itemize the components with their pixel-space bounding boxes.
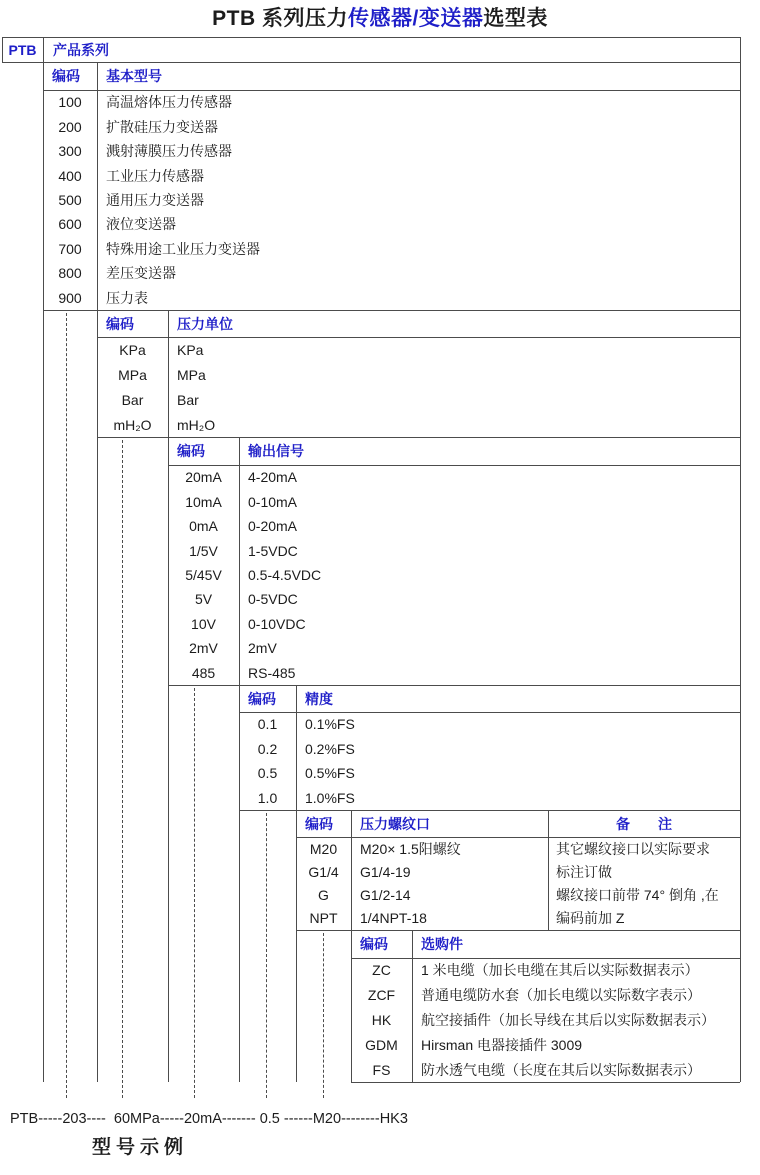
value-cell: 2mV xyxy=(248,640,277,657)
value-cell: 1-5VDC xyxy=(248,542,298,559)
code-cell: GDM xyxy=(365,1036,398,1053)
note-cell: 标注订做 xyxy=(556,863,612,880)
model-example-line: PTB-----203---- 60MPa-----20mA------- 0.5 ------M20--------HK3 xyxy=(10,1111,408,1127)
code-cell: 5/45V xyxy=(185,566,222,583)
value-cell: 工业压力传感器 xyxy=(106,167,204,184)
code-cell: 2mV xyxy=(189,640,218,657)
value-cell: 压力表 xyxy=(106,289,148,306)
code-cell: 1/5V xyxy=(189,542,218,559)
section-pressure-unit-code-header: 编码 xyxy=(106,315,134,332)
table-border-line xyxy=(351,1082,740,1083)
section-pressure-thread-note-header: 备 注 xyxy=(616,815,672,832)
code-cell: 900 xyxy=(58,289,82,306)
dashed-connector-line xyxy=(122,440,123,1098)
code-cell: MPa xyxy=(118,366,147,383)
value-cell: 0.5%FS xyxy=(305,765,355,782)
code-cell: 0mA xyxy=(189,518,218,535)
code-cell: 300 xyxy=(58,143,82,160)
value-cell: 1.0%FS xyxy=(305,789,355,806)
note-cell: 编码前加 Z xyxy=(556,910,625,927)
section-basic-model-value-header: 基本型号 xyxy=(106,68,162,84)
code-cell: 800 xyxy=(58,265,82,282)
table-border-line xyxy=(412,930,413,1082)
title-prefix: PTB 系列压力 xyxy=(212,7,348,30)
section-pressure-unit-value-header: 压力单位 xyxy=(177,315,233,332)
value-cell: 液位变送器 xyxy=(106,216,176,233)
table-border-line xyxy=(2,37,740,38)
code-cell: 500 xyxy=(58,191,82,208)
note-cell: 其它螺纹接口以实际要求 xyxy=(556,840,710,857)
value-cell: Hirsman 电器接插件 3009 xyxy=(421,1036,583,1053)
code-cell: 1.0 xyxy=(257,789,278,806)
value-cell: RS-485 xyxy=(248,664,296,681)
value-cell: G1/4-19 xyxy=(360,863,411,880)
value-cell: 1 米电缆（加长电缆在其后以实际数据表示） xyxy=(421,962,699,979)
value-cell: 0.5-4.5VDC xyxy=(248,566,322,583)
code-cell: HK xyxy=(371,1011,392,1028)
section-output-signal-value-header: 输出信号 xyxy=(248,443,304,459)
value-cell: KPa xyxy=(177,341,204,358)
code-cell: 0.1 xyxy=(257,716,278,733)
page-title xyxy=(0,2,760,32)
note-cell: 螺纹接口前带 74° 倒角 ,在 xyxy=(556,887,719,904)
code-cell: KPa xyxy=(119,341,146,358)
code-cell: G1/4 xyxy=(308,863,339,880)
value-cell: mH₂O xyxy=(177,416,216,433)
code-cell: M20 xyxy=(309,840,338,857)
value-cell: M20× 1.5阳螺纹 xyxy=(360,840,461,857)
code-cell: 100 xyxy=(58,94,82,111)
dashed-connector-line xyxy=(66,313,67,1098)
code-cell: ZC xyxy=(372,962,391,979)
code-cell: G xyxy=(318,887,329,904)
section-basic-model-code-header: 编码 xyxy=(52,68,80,84)
value-cell: 4-20mA xyxy=(248,469,298,486)
table-border-line xyxy=(740,37,741,1082)
value-cell: 0.2%FS xyxy=(305,740,355,757)
code-cell: 5V xyxy=(194,591,213,608)
code-cell: 10mA xyxy=(185,493,222,510)
code-cell: Bar xyxy=(121,391,144,408)
value-cell: 高温熔体压力传感器 xyxy=(106,94,232,111)
section-pressure-thread-value-header: 压力螺纹口 xyxy=(360,815,430,832)
value-cell: 0-10VDC xyxy=(248,615,306,632)
value-cell: 普通电缆防水套（加长电缆以实际数字表示） xyxy=(421,987,701,1004)
code-cell: 485 xyxy=(191,664,216,681)
value-cell: 0-5VDC xyxy=(248,591,298,608)
dashed-connector-line xyxy=(323,933,324,1098)
code-cell: 0.5 xyxy=(257,765,278,782)
code-cell: 200 xyxy=(58,118,82,135)
root-code-cell: PTB xyxy=(8,41,37,58)
code-cell: 400 xyxy=(58,167,82,184)
code-cell: 600 xyxy=(58,216,82,233)
value-cell: Bar xyxy=(177,391,199,408)
value-cell: 差压变送器 xyxy=(106,265,176,282)
title-suffix: 选型表 xyxy=(483,7,548,30)
code-cell: FS xyxy=(372,1061,391,1078)
value-cell: 1/4NPT-18 xyxy=(360,910,427,927)
value-cell: 溅射薄膜压力传感器 xyxy=(106,143,232,160)
section-optional-parts-value-header: 选购件 xyxy=(421,936,463,952)
value-cell: 特殊用途工业压力变送器 xyxy=(106,240,260,257)
dashed-connector-line xyxy=(194,688,195,1098)
value-cell: 通用压力变送器 xyxy=(106,191,204,208)
value-cell: 扩散硅压力变送器 xyxy=(106,118,218,135)
section-output-signal-code-header: 编码 xyxy=(177,443,205,459)
section-pressure-thread-code-header: 编码 xyxy=(305,815,333,832)
value-cell: 0.1%FS xyxy=(305,716,355,733)
section-accuracy-value-header: 精度 xyxy=(305,690,333,707)
code-cell: 10V xyxy=(191,615,216,632)
section-accuracy-code-header: 编码 xyxy=(248,690,276,707)
value-cell: 0-10mA xyxy=(248,493,298,510)
value-cell: 航空接插件（加长导线在其后以实际数据表示） xyxy=(421,1011,715,1028)
code-cell: ZCF xyxy=(367,987,396,1004)
value-cell: MPa xyxy=(177,366,206,383)
code-cell: 20mA xyxy=(185,469,222,486)
title-highlight: 传感器/变送器 xyxy=(348,7,484,30)
value-cell: 防水透气电缆（长度在其后以实际数据表示） xyxy=(421,1061,701,1078)
code-cell: NPT xyxy=(309,910,338,927)
dashed-connector-line xyxy=(266,813,267,1098)
section-optional-parts-code-header: 编码 xyxy=(360,936,388,952)
table-border-line xyxy=(2,37,3,62)
value-cell: G1/2-14 xyxy=(360,887,411,904)
code-cell: mH₂O xyxy=(113,416,152,433)
model-example-caption: 型号示例 xyxy=(92,1136,189,1158)
value-cell: 0-20mA xyxy=(248,518,298,535)
code-cell: 0.2 xyxy=(257,740,278,757)
root-label-cell: 产品系列 xyxy=(53,41,109,58)
code-cell: 700 xyxy=(58,240,82,257)
